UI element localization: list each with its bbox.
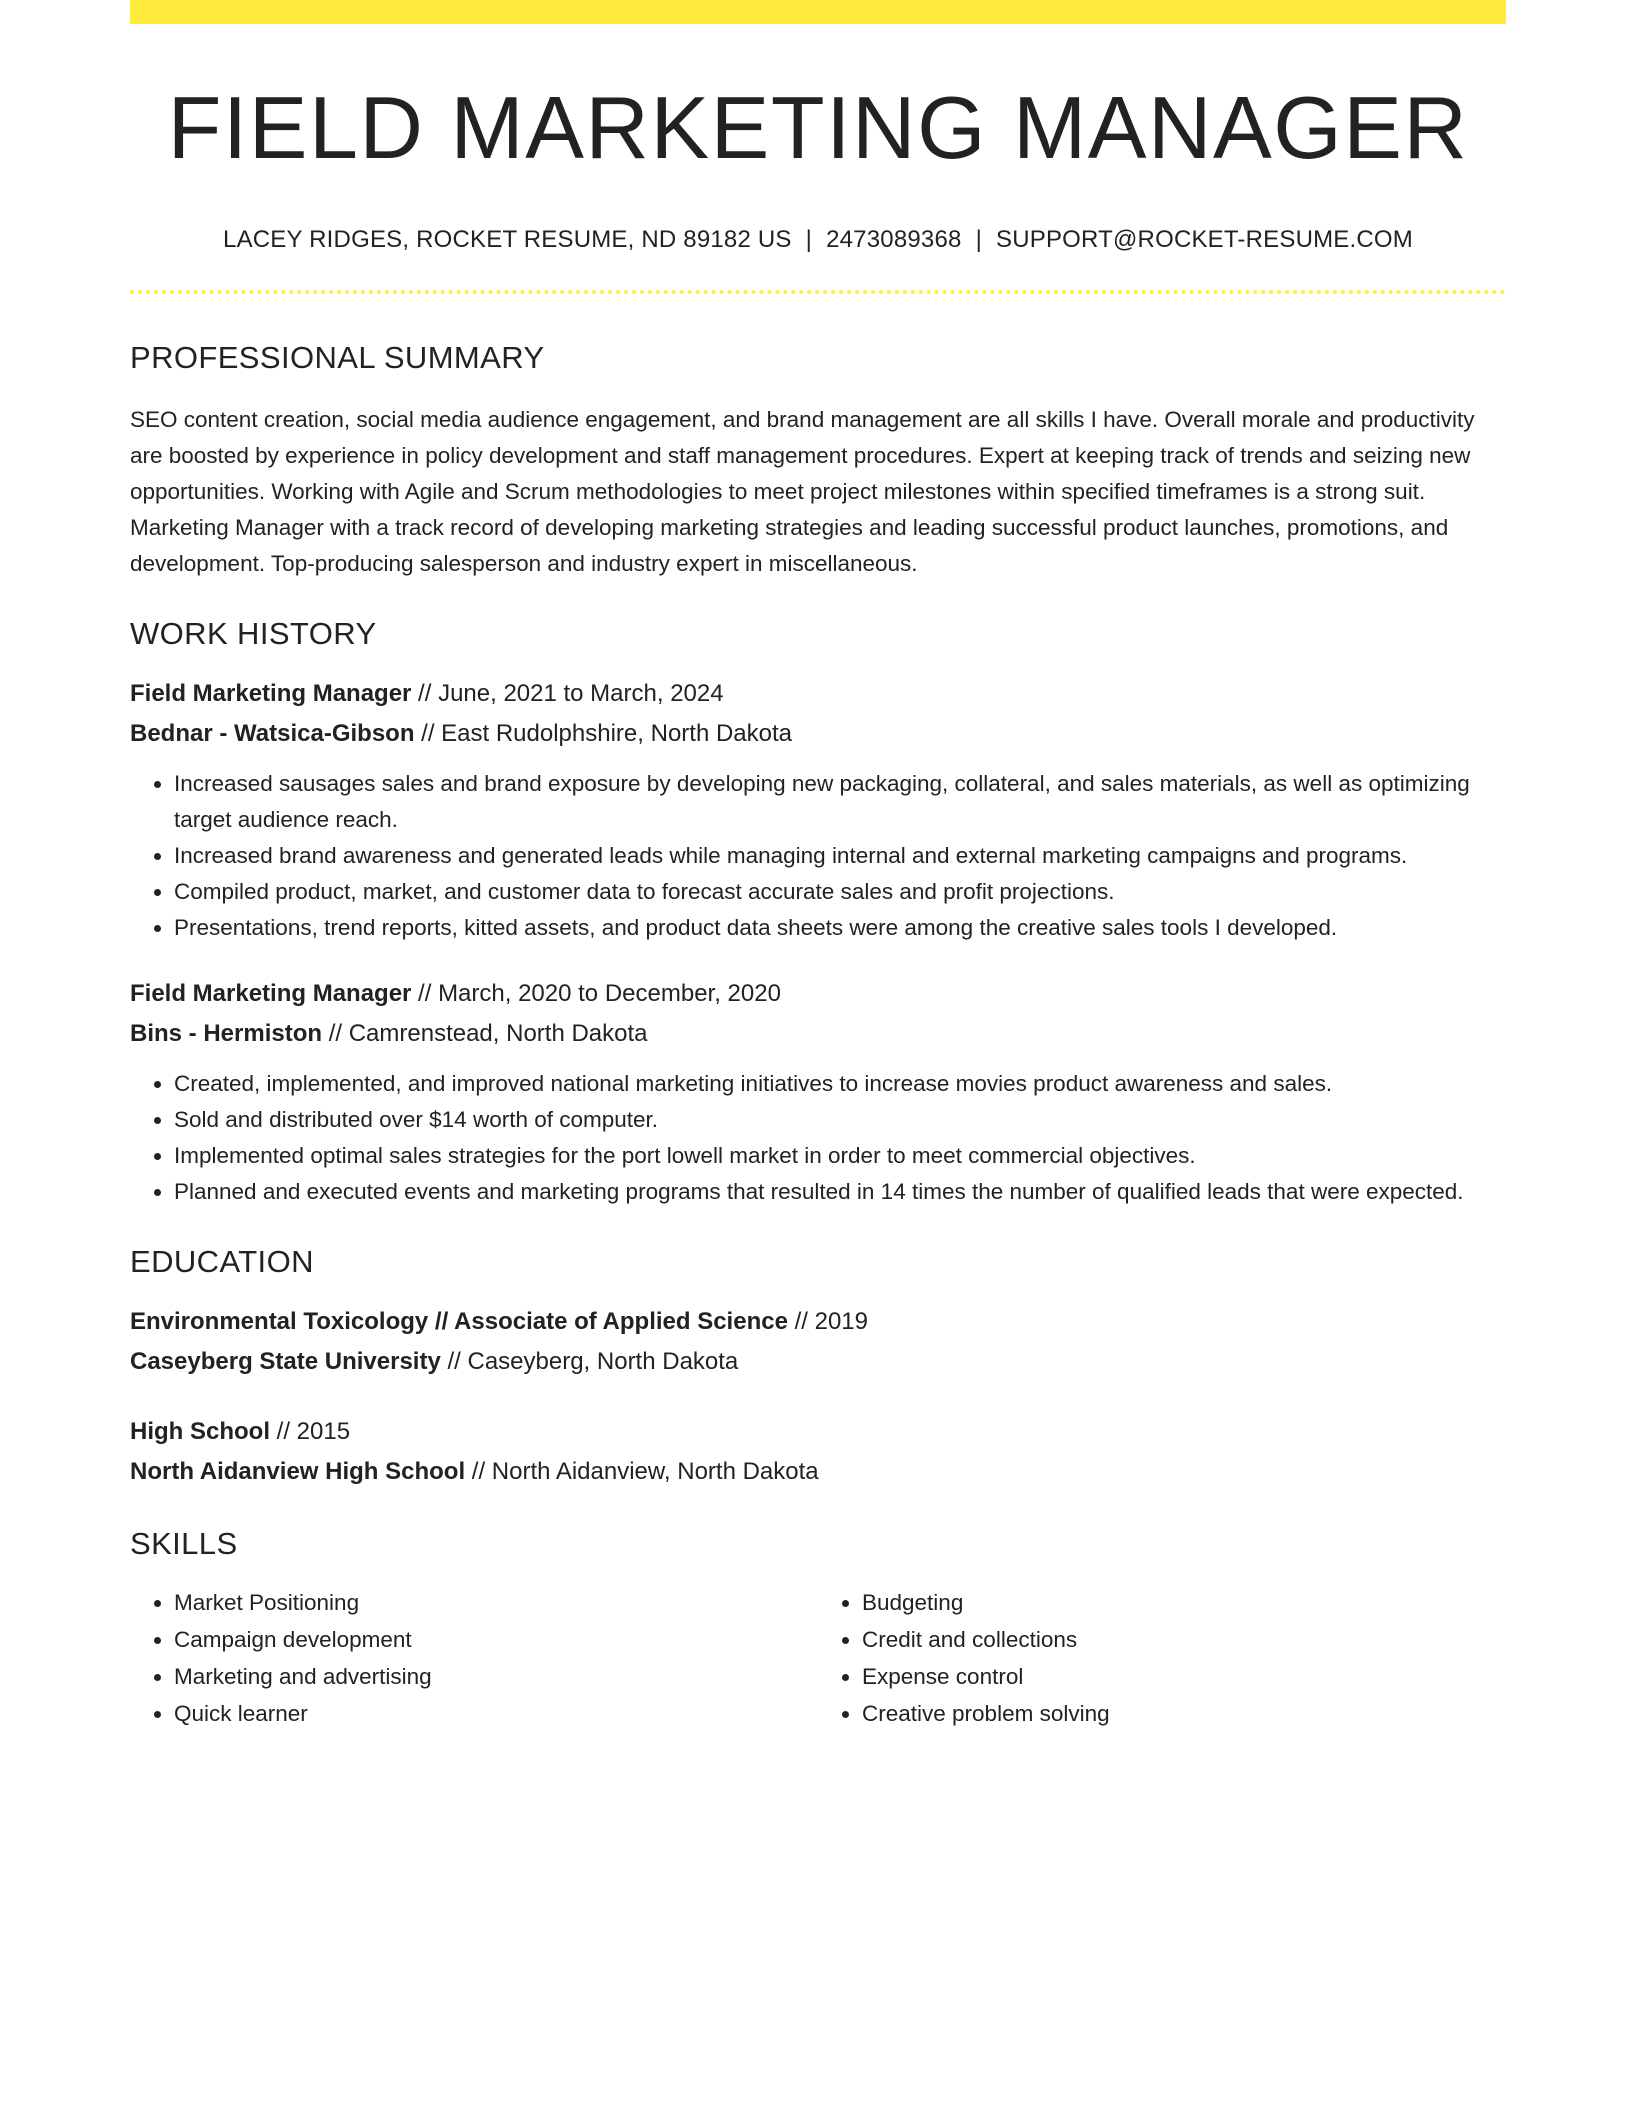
job-company-line (130, 714, 1506, 754)
job-title: Field Marketing Manager (130, 680, 412, 708)
job-dates: // June, 2021 to March, 2024 (411, 680, 724, 708)
summary-heading: PROFESSIONAL SUMMARY (130, 340, 545, 376)
skill-item: • Credit and collections (862, 1621, 1506, 1658)
contact-separator: | (805, 226, 813, 254)
education-degree-line (130, 1412, 1506, 1452)
skill-item: • Creative problem solving (862, 1695, 1506, 1732)
skill-item: • Quick learner (174, 1695, 818, 1732)
work-history-heading: WORK HISTORY (130, 616, 377, 652)
job-title-line (130, 974, 1506, 1014)
skills-section (130, 1526, 1506, 1732)
job-entry (130, 974, 1506, 1210)
contact-separator: | (975, 226, 982, 254)
skills-grid (130, 1584, 1506, 1732)
education-section (130, 1244, 1506, 1492)
skill-item: • Budgeting (862, 1584, 1506, 1621)
education-entry (130, 1412, 1506, 1492)
education-degree: Environmental Toxicology // Associate of Applied Science (130, 1308, 788, 1336)
job-dates: // March, 2020 to December, 2020 (411, 980, 781, 1008)
job-title-line (130, 674, 1506, 714)
education-entry (130, 1302, 1506, 1382)
job-bullets (130, 766, 1506, 946)
education-year: // 2019 (787, 1308, 868, 1336)
work-history-section (130, 616, 1506, 1210)
header-divider (130, 290, 1506, 294)
contact-email: SUPPORT@ROCKET-RESUME.COM (996, 226, 1413, 254)
education-school: Caseyberg State University (130, 1348, 441, 1376)
contact-line (130, 226, 1506, 254)
job-header (130, 674, 1506, 754)
summary-section (130, 340, 1506, 582)
contact-phone: 2473089368 (826, 226, 962, 254)
education-heading: EDUCATION (130, 1244, 314, 1280)
skill-item: • Market Positioning (174, 1584, 818, 1621)
contact-address: LACEY RIDGES, ROCKET RESUME, ND 89182 US (223, 226, 792, 254)
education-year: // 2015 (270, 1418, 351, 1446)
skill-item: • Expense control (862, 1658, 1506, 1695)
skill-item: • Marketing and advertising (174, 1658, 818, 1695)
job-bullets (130, 1066, 1506, 1210)
job-location: // Camrenstead, North Dakota (322, 1020, 648, 1048)
job-bullet: • Compiled product, market, and customer data to forecast accurate sales and profit projections. (174, 874, 1506, 910)
education-degree: High School (130, 1418, 270, 1446)
job-company-line (130, 1014, 1506, 1054)
job-bullet: • Sold and distributed over $14 worth of computer. (174, 1102, 1506, 1138)
skill-item: • Campaign development (174, 1621, 818, 1658)
job-bullet: • Increased brand awareness and generated leads while managing internal and external marketing campaigns and programs. (174, 838, 1506, 874)
job-header (130, 974, 1506, 1054)
job-bullet: • Increased sausages sales and brand exposure by developing new packaging, collateral, and sales materials, as well as optimizing target audience reach. (174, 766, 1506, 838)
job-bullet: • Presentations, trend reports, kitted assets, and product data sheets were among the creative sales tools I developed. (174, 910, 1506, 946)
resume-page (130, 0, 1506, 1732)
accent-bar (130, 0, 1506, 24)
skills-heading: SKILLS (130, 1526, 238, 1562)
job-bullet: • Created, implemented, and improved national marketing initiatives to increase movies product awareness and sales. (174, 1066, 1506, 1102)
job-bullet: • Planned and executed events and marketing programs that resulted in 14 times the number of qualified leads that were expected. (174, 1174, 1506, 1210)
summary-text: SEO content creation, social media audience engagement, and brand management are all skills I have. Overall morale and productivity are boosted by experience in policy development and staff management procedures. Expert at keeping track of trends and seizing new opportunities. Working with Agile and Scrum methodologies to meet project milestones within specified timeframes is a strong suit. Marketing Manager with a track record of developing marketing strategies and leading successful product launches, promotions, and development. Top-producing salesperson and industry expert in miscellaneous. (130, 407, 1475, 577)
skills-column-right (818, 1584, 1506, 1732)
job-location: // East Rudolphshire, North Dakota (414, 720, 793, 748)
job-title: Field Marketing Manager (130, 980, 412, 1008)
resume-title: FIELD MARKETING MANAGER (167, 78, 1469, 177)
education-school-line (130, 1452, 1506, 1492)
skills-column-left (130, 1584, 818, 1732)
job-company: Bednar - Watsica-Gibson (130, 720, 415, 748)
job-bullet: • Implemented optimal sales strategies for the port lowell market in order to meet commercial objectives. (174, 1138, 1506, 1174)
job-company: Bins - Hermiston (130, 1020, 323, 1048)
education-school: North Aidanview High School (130, 1458, 466, 1486)
education-location: // Caseyberg, North Dakota (440, 1348, 739, 1376)
education-location: // North Aidanview, North Dakota (465, 1458, 819, 1486)
education-degree-line (130, 1302, 1506, 1342)
job-entry (130, 674, 1506, 946)
education-school-line (130, 1342, 1506, 1382)
